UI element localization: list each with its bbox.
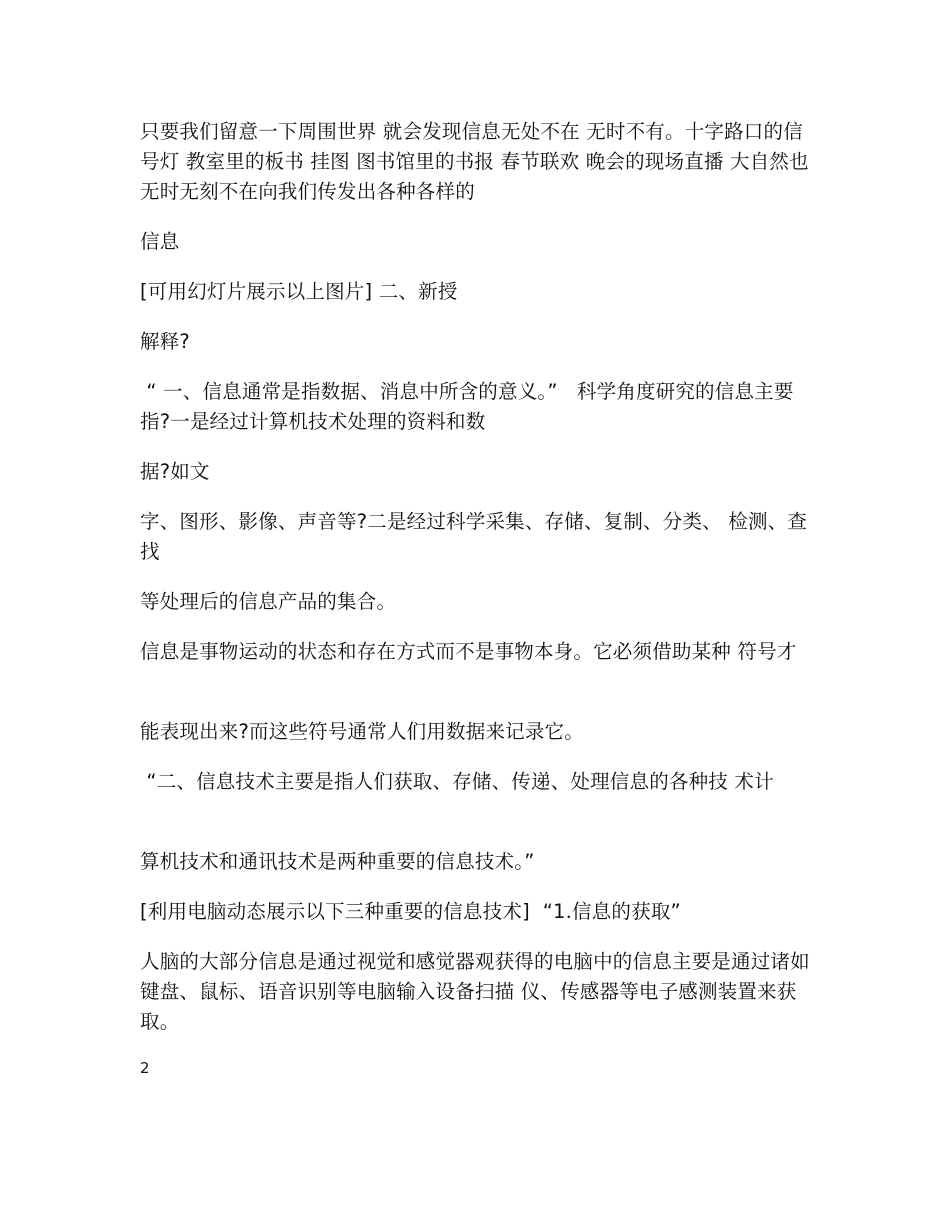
- paragraph-two-technologies: 算机技术和通讯技术是两种重要的信息技术。”: [140, 850, 535, 873]
- paragraph-acquisition: 人脑的大部分信息是通过视觉和感觉器观获得的电脑中的信息主要是通过诸如键盘、鼠标、语音识别等电脑输入设备扫描 仪、传感器等电子感测装置来获取。: [140, 950, 810, 1033]
- paragraph-info-word: 信息: [140, 230, 180, 253]
- paragraph-media-list: 字、图形、影像、声音等?二是经过科学采集、存储、复制、分类、 检测、查找: [140, 510, 808, 563]
- page-number: 2: [140, 1059, 150, 1077]
- paragraph-definition-one: “ 一、信息通常是指数据、消息中所含的意义。” 科学角度研究的信息主要指?一是经过计算机技术处理的资料和数: [140, 380, 794, 433]
- paragraph-slide-note: [可用幻灯片展示以上图片] 二、新授: [140, 280, 458, 303]
- paragraph-data-example: 据?如文: [140, 460, 210, 483]
- paragraph-info-nature: 信息是事物运动的状态和存在方式而不是事物本身。它必须借助某种 符号才: [140, 640, 797, 663]
- paragraph-symbols: 能表现出来?而这些符号通常人们用数据来记录它。: [140, 720, 584, 743]
- paragraph-intro: 只要我们留意一下周围世界 就会发现信息无处不在 无时不有。十字路口的信号灯 教室里的板书 挂图 图书馆里的书报 春节联欢 晚会的现场直播 大自然也无时无刻不在向我们传发出各种各样的: [140, 120, 809, 203]
- paragraph-definition-two: “二、信息技术主要是指人们获取、存储、传递、处理信息的各种技 术计: [140, 770, 774, 793]
- paragraph-dynamic-demo: [利用电脑动态展示以下三种重要的信息技术] “1.信息的获取”: [140, 900, 681, 923]
- paragraph-explain: 解释?: [140, 330, 190, 353]
- paragraph-product-collection: 等处理后的信息产品的集合。: [140, 590, 397, 613]
